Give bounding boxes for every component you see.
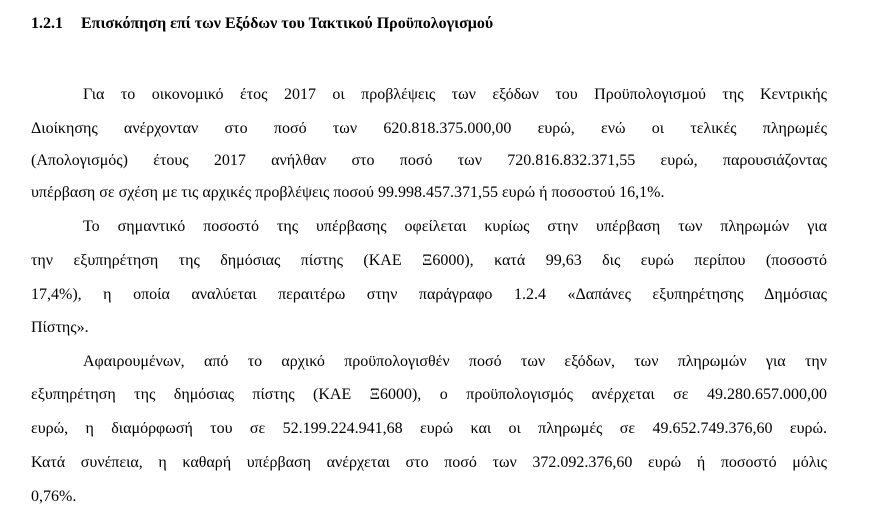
text-line: Πίστης». <box>31 319 89 336</box>
text-line: (Απολογισμός) έτους 2017 ανήλθαν στο ποσό των 720.816.832.371,55 ευρώ, παρουσιάζοντας <box>31 152 827 169</box>
text-line: Αφαιρουμένων, από το αρχικό προϋπολογισθέν ποσό των εξόδων, των πληρωμών για την <box>83 353 827 370</box>
text-line: την εξυπηρέτηση της δημόσιας πίστης (ΚΑΕ Ξ6000), κατά 99,63 δις ευρώ περίπου (ποσοστό <box>31 252 827 269</box>
text-line: Κατά συνέπεια, η καθαρή υπέρβαση ανέρχεται στο ποσό των 372.092.376,60 ευρώ ή ποσοστό μόλις <box>31 454 827 471</box>
text-line: εξυπηρέτηση της δημόσιας πίστης (ΚΑΕ Ξ6000), ο προϋπολογισμός ανέρχεται σε 49.280.657.000,00 <box>31 386 827 403</box>
section-number: 1.2.1 <box>31 15 63 32</box>
text-line: Το σημαντικό ποσοστό της υπέρβασης οφείλεται κυρίως στην υπέρβαση των πληρωμών για <box>83 218 827 235</box>
text-line: Για το οικονομικό έτος 2017 οι προβλέψεις των εξόδων του Προϋπολογισμού της Κεντρικής <box>83 86 827 103</box>
text-line: Διοίκησης ανέρχονταν στο ποσό των 620.818.375.000,00 ευρώ, ενώ οι τελικές πληρωμές <box>31 120 827 137</box>
text-line: 0,76%. <box>31 488 77 505</box>
section-title: Επισκόπηση επί των Εξόδων του Τακτικού Προϋπολογισμού <box>81 15 494 32</box>
text-line: 17,4%), η οποία αναλύεται περαιτέρω στην παράγραφο 1.2.4 «Δαπάνες εξυπηρέτησης Δημόσιας <box>31 286 827 303</box>
section-heading <box>31 13 493 35</box>
text-line: υπέρβαση σε σχέση με τις αρχικές προβλέψεις ποσού 99.998.457.371,55 ευρώ ή ποσοστού 16,1%. <box>31 184 665 201</box>
text-line: ευρώ, η διαμόρφωσή του σε 52.199.224.941,68 ευρώ και οι πληρωμές σε 49.652.749.376,60 ευρώ. <box>31 420 827 437</box>
